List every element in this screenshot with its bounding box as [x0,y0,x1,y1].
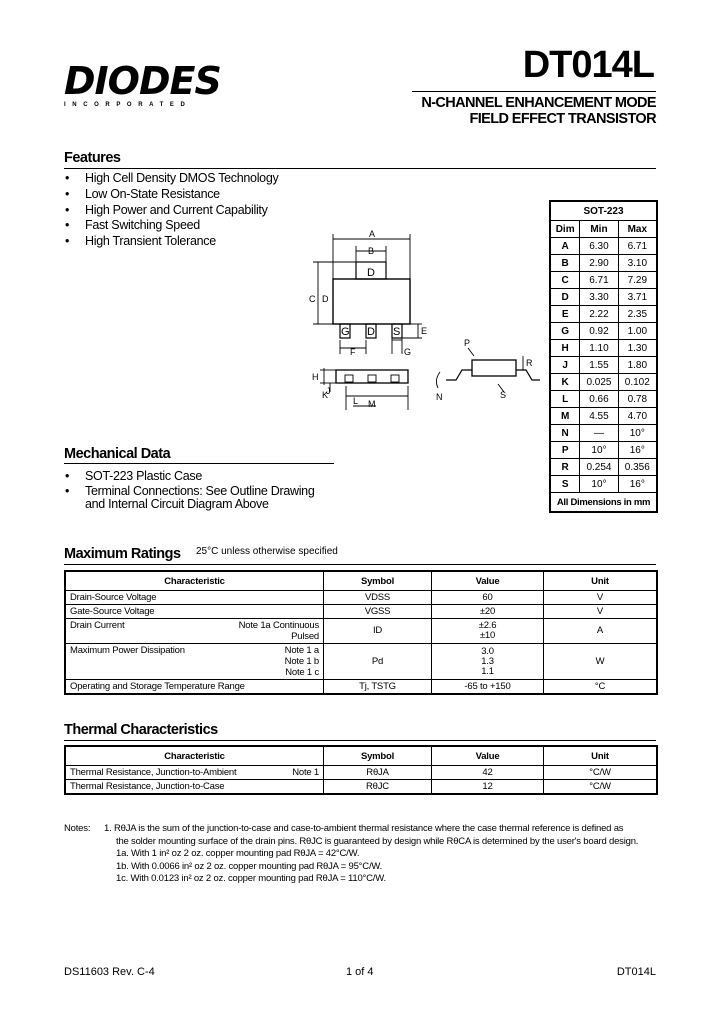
max-ratings-table [64,570,658,695]
footer-part-number: DT014L [616,966,656,978]
table-row [66,619,657,644]
dimension-min: 3.30 [580,289,618,306]
dimension-dim: B [551,255,580,272]
dimension-row [551,306,657,323]
col-header-min: Min [580,221,618,238]
package-outline-drawing [300,220,545,420]
symbol-cell: Tj, TSTG [324,680,432,694]
pin-label-gate: G [341,326,350,338]
symbol-cell: Pd [324,644,432,680]
characteristic-text: Drain-Source Voltage [70,592,157,603]
footer-doc-id: DS11603 Rev. C-4 [64,966,155,978]
mechanical-list [64,469,334,511]
mechanical-item: • SOT-223 Plastic Case [64,469,334,485]
dimension-max: 0.78 [618,391,656,408]
max-ratings-rule [64,564,656,565]
col-header-symbol: Symbol [324,572,432,591]
dimension-dim: M [551,408,580,425]
dimension-max: 0.356 [618,459,656,476]
dimension-dim: D [551,289,580,306]
mechanical-rule [64,463,334,464]
note-line: 1. RθJA is the sum of the junction-to-case and case-to-ambient thermal resistance where the case thermal reference is defined as [104,823,624,834]
dimension-dim: N [551,425,580,442]
col-header-unit: Unit [544,572,657,591]
table-row [66,780,657,794]
thermal-rule [64,740,656,741]
characteristic-text: Thermal Resistance, Junction-to-Ambient [70,767,237,778]
note-line: 1c. With 0.0123 in² oz 2 oz. copper mounting pad RθJA = 110°C/W. [116,873,386,884]
value-cell: ±2.6 ±10 [432,619,544,644]
dimension-max: 10° [618,425,656,442]
notes-label: Notes: [64,823,91,834]
title-divider [412,91,656,92]
dimensions-footnote: All Dimensions in mm [551,493,657,512]
col-header-dim: Dim [551,221,580,238]
features-title: Features [64,150,121,166]
characteristic-note: Note 1 a Note 1 b Note 1 c [284,645,319,678]
dimension-min: 2.22 [580,306,618,323]
dimension-min: 0.025 [580,374,618,391]
unit-cell: V [544,605,657,619]
dimension-dim: E [551,306,580,323]
characteristic-cell [66,766,324,780]
note-line: 1a. With 1 in² oz 2 oz. copper mounting pad RθJA = 42°C/W. [116,848,360,859]
table-row [66,680,657,694]
dimension-min: 10° [580,476,618,493]
dimension-max: 1.00 [618,323,656,340]
dimension-min: 1.55 [580,357,618,374]
symbol-cell: VGSS [324,605,432,619]
value-cell: 42 [432,766,544,780]
dimension-max: 1.80 [618,357,656,374]
dimension-max: 0.102 [618,374,656,391]
dimension-row [551,255,657,272]
note-line: the solder mounting surface of the drain pins. RθJC is guaranteed by design while RθCA is determined by the user's board design. [116,835,639,847]
symbol-cell: RθJA [324,766,432,780]
characteristic-cell [66,680,324,694]
dimension-dim: S [551,476,580,493]
thermal-table [64,745,658,795]
dimension-dim: H [551,340,580,357]
dimension-min: 0.92 [580,323,618,340]
dim-label-s: S [500,390,507,400]
notes-block [64,823,664,886]
value-cell: -65 to +150 [432,680,544,694]
dimension-max: 16° [618,442,656,459]
unit-cell: °C [544,680,657,694]
value-cell: 60 [432,591,544,605]
symbol-cell: ID [324,619,432,644]
features-rule [64,168,656,169]
value-cell: ±20 [432,605,544,619]
col-header-characteristic: Characteristic [66,747,324,766]
dimension-max: 1.30 [618,340,656,357]
col-header-value: Value [432,747,544,766]
dimension-max: 16° [618,476,656,493]
dim-label-l: L [353,396,359,406]
dimension-max: 7.29 [618,272,656,289]
dim-label-e: E [421,326,428,336]
feature-item: • High Transient Tolerance [64,234,364,250]
subtitle-line-1: N-CHANNEL ENHANCEMENT MODE [421,95,656,111]
dimension-min: 0.66 [580,391,618,408]
dimension-row [551,238,657,255]
dimension-dim: C [551,272,580,289]
tab-label: D [367,267,375,279]
table-row [66,591,657,605]
dimension-row [551,374,657,391]
subtitle-line-2: FIELD EFFECT TRANSISTOR [469,111,656,127]
dimensions-rows [551,238,657,493]
col-header-unit: Unit [544,747,657,766]
dim-label-g: G [404,347,412,357]
col-header-characteristic: Characteristic [66,572,324,591]
dimension-row [551,476,657,493]
characteristic-cell [66,605,324,619]
table-row [66,766,657,780]
characteristic-cell [66,780,324,794]
characteristic-text: Thermal Resistance, Junction-to-Case [70,781,225,792]
col-header-max: Max [618,221,656,238]
dim-label-k: K [322,390,329,400]
dimension-max: 3.71 [618,289,656,306]
characteristic-text: Drain Current [70,620,125,631]
feature-item: • Fast Switching Speed [64,218,364,234]
unit-cell: °C/W [544,780,657,794]
max-ratings-title: Maximum Ratings [64,546,181,562]
characteristic-cell [66,619,324,644]
package-name: SOT-223 [551,202,657,221]
dimension-min: 10° [580,442,618,459]
dimension-min: 1.10 [580,340,618,357]
dimension-row [551,442,657,459]
dim-label-f: F [350,347,356,357]
dimension-row [551,289,657,306]
pin-label-source: S [393,326,401,338]
dim-label-r: R [526,358,533,368]
dimension-dim: R [551,459,580,476]
device-subtitle [421,95,656,127]
dimension-min: 0.254 [580,459,618,476]
dimension-dim: K [551,374,580,391]
dim-label-m: M [368,399,376,409]
max-ratings-rows [66,591,657,694]
thermal-title: Thermal Characteristics [64,722,218,738]
dimension-max: 4.70 [618,408,656,425]
dim-label-h: H [312,372,319,382]
unit-cell: V [544,591,657,605]
dimension-min: 2.90 [580,255,618,272]
thermal-rows [66,766,657,794]
dim-label-a: A [369,229,376,239]
unit-cell: W [544,644,657,680]
value-cell: 3.0 1.3 1.1 [432,644,544,680]
dimension-row [551,340,657,357]
dimension-dim: G [551,323,580,340]
logo-subtext: INCORPORATED [64,102,192,108]
symbol-cell: RθJC [324,780,432,794]
dimension-row [551,425,657,442]
dimension-dim: A [551,238,580,255]
feature-item: • High Cell Density DMOS Technology [64,171,364,187]
feature-item: • Low On-State Resistance [64,187,364,203]
company-logo [64,59,234,114]
logo-wordmark: DIODES [64,59,221,103]
dimension-row [551,357,657,374]
characteristic-note: Note 1 [292,767,319,778]
characteristic-note: Note 1a Continuous Pulsed [238,620,319,642]
dim-label-j: J [326,386,331,396]
dim-label-p: P [464,338,471,348]
dimension-dim: J [551,357,580,374]
dimension-min: 4.55 [580,408,618,425]
dim-label-c: C [309,294,316,304]
dimension-row [551,459,657,476]
dimension-min: — [580,425,618,442]
characteristic-cell [66,591,324,605]
mechanical-title: Mechanical Data [64,446,171,462]
unit-cell: A [544,619,657,644]
dimension-row [551,408,657,425]
table-row [66,644,657,680]
part-number: DT014L [522,44,654,86]
symbol-cell: VDSS [324,591,432,605]
characteristic-cell [66,644,324,680]
mechanical-item: • Terminal Connections: See Outline Drawing and Internal Circuit Diagram Above [64,485,334,511]
unit-cell: °C/W [544,766,657,780]
dimension-min: 6.71 [580,272,618,289]
value-cell: 12 [432,780,544,794]
dim-label-b: B [368,246,375,256]
col-header-value: Value [432,572,544,591]
feature-item: • High Power and Current Capability [64,203,364,219]
col-header-symbol: Symbol [324,747,432,766]
dimension-max: 3.10 [618,255,656,272]
characteristic-text: Operating and Storage Temperature Range [70,681,245,692]
characteristic-text: Maximum Power Dissipation [70,645,185,656]
dimension-min: 6.30 [580,238,618,255]
max-ratings-subtitle: 25°C unless otherwise specified [196,546,338,557]
dimension-row [551,323,657,340]
dimension-row [551,391,657,408]
dim-label-d: D [322,294,329,304]
table-row [66,605,657,619]
dimensions-table [549,200,658,513]
dimension-dim: P [551,442,580,459]
note-line: 1b. With 0.0066 in² oz 2 oz. copper mounting pad RθJA = 95°C/W. [116,860,383,872]
dimension-dim: L [551,391,580,408]
characteristic-text: Gate-Source Voltage [70,606,155,617]
dim-label-n: N [436,392,443,402]
dimension-row [551,272,657,289]
pin-label-drain: D [367,326,375,338]
footer-page-number: 1 of 4 [346,966,374,978]
dimension-max: 2.35 [618,306,656,323]
dimension-max: 6.71 [618,238,656,255]
